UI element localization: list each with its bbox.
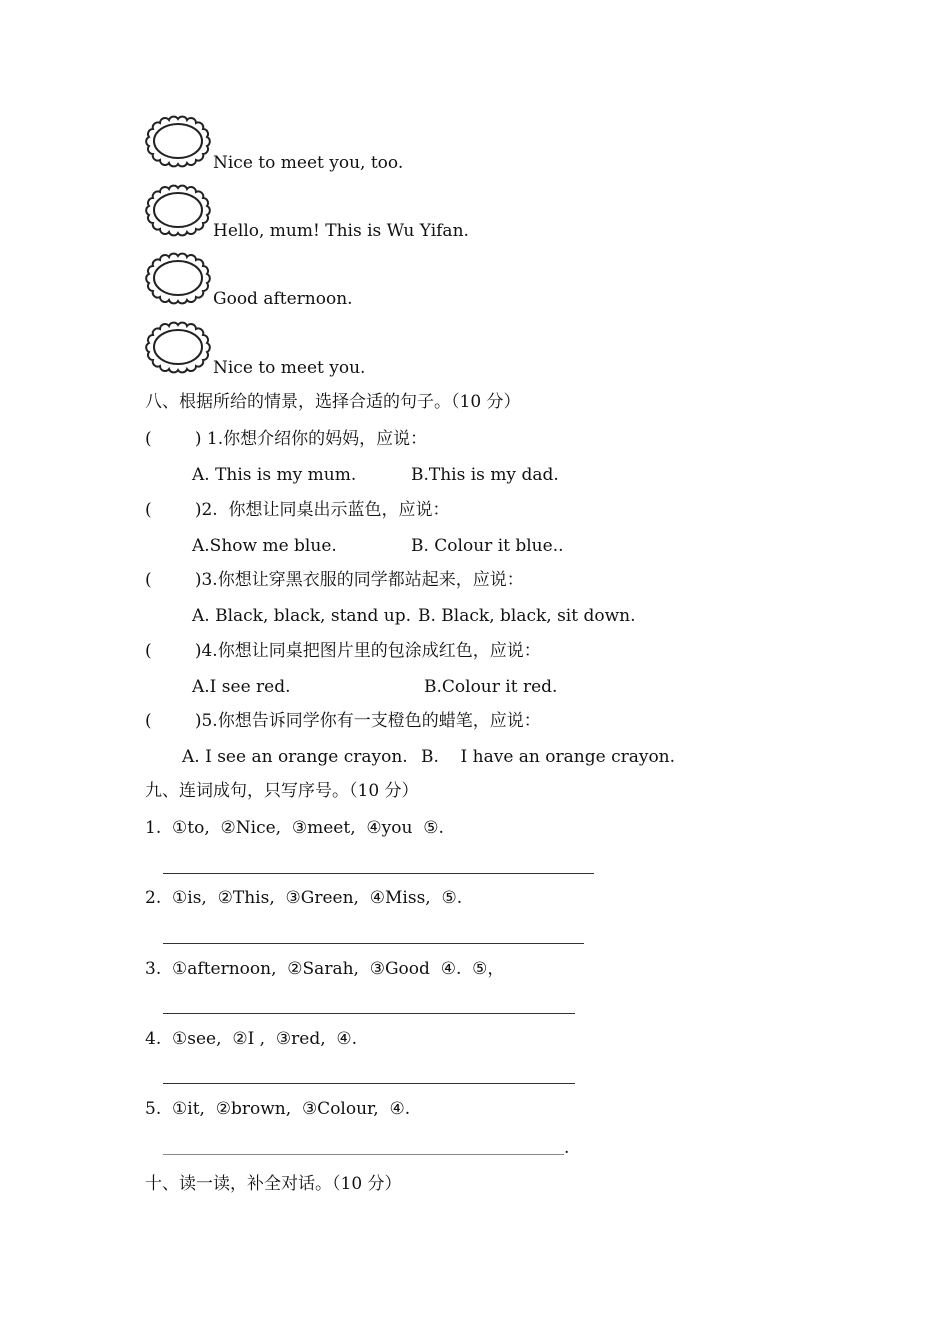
question-5-option-a[interactable]: A. I see an orange crayon. [182, 747, 408, 767]
reorder-item-5: 5. ①it, ②brown, ③Colour, ④. [145, 1099, 411, 1119]
question-3-option-a[interactable]: A. Black, black, stand up. [192, 606, 412, 626]
question-4-prompt: ( )4.你想让同桌把图片里的包涂成红色，应说： [145, 641, 541, 661]
answer-line-5[interactable] [163, 1154, 564, 1155]
question-2-prompt: ( )2. 你想让同桌出示蓝色，应说： [145, 500, 450, 520]
question-1-option-b[interactable]: B.This is my dad. [411, 465, 559, 485]
reorder-item-1: 1. ①to, ②Nice, ③meet, ④you ⑤. [145, 818, 444, 838]
flower-circle-icon[interactable] [144, 183, 212, 237]
question-5-option-b[interactable]: B. I have an orange crayon. [421, 747, 676, 767]
reorder-item-3: 3. ①afternoon, ②Sarah, ③Good ④. ⑤， [145, 959, 505, 979]
question-5-prompt: ( )5.你想告诉同学你有一支橙色的蜡笔，应说： [145, 711, 541, 731]
section10-heading: 十、读一读，补全对话。（10 分） [145, 1174, 402, 1194]
question-1-prompt: ( ) 1.你想介绍你的妈妈，应说： [145, 429, 428, 449]
answer-line-1[interactable] [163, 873, 594, 874]
ordering-item-4: Nice to meet you. [213, 358, 366, 378]
question-2-option-a[interactable]: A.Show me blue. [192, 536, 337, 556]
question-1-option-a[interactable]: A. This is my mum. [192, 465, 357, 485]
answer-line-3[interactable] [163, 1013, 575, 1014]
section8-heading: 八、根据所给的情景，选择合适的句子。（10 分） [145, 392, 521, 412]
question-2-option-b[interactable]: B. Colour it blue.. [411, 536, 564, 556]
reorder-item-4: 4. ①see, ②I , ③red, ④. [145, 1029, 358, 1049]
flower-circle-icon[interactable] [144, 114, 212, 168]
question-3-option-b[interactable]: B. Black, black, sit down. [418, 606, 636, 626]
question-4-option-b[interactable]: B.Colour it red. [424, 677, 558, 697]
answer-line-4[interactable] [163, 1083, 575, 1084]
flower-circle-icon[interactable] [144, 320, 212, 374]
section9-heading: 九、连词成句，只写序号。（10 分） [145, 781, 419, 801]
flower-circle-icon[interactable] [144, 251, 212, 305]
ordering-item-3: Good afternoon. [213, 289, 353, 309]
ordering-item-1: Nice to meet you, too. [213, 153, 404, 173]
question-4-option-a[interactable]: A.I see red. [192, 677, 291, 697]
answer-line-5-period: . [564, 1138, 570, 1158]
reorder-item-2: 2. ①is, ②This, ③Green, ④Miss, ⑤. [145, 888, 463, 908]
question-3-prompt: ( )3.你想让穿黑衣服的同学都站起来，应说： [145, 570, 524, 590]
ordering-item-2: Hello, mum! This is Wu Yifan. [213, 221, 469, 241]
answer-line-2[interactable] [163, 943, 584, 944]
